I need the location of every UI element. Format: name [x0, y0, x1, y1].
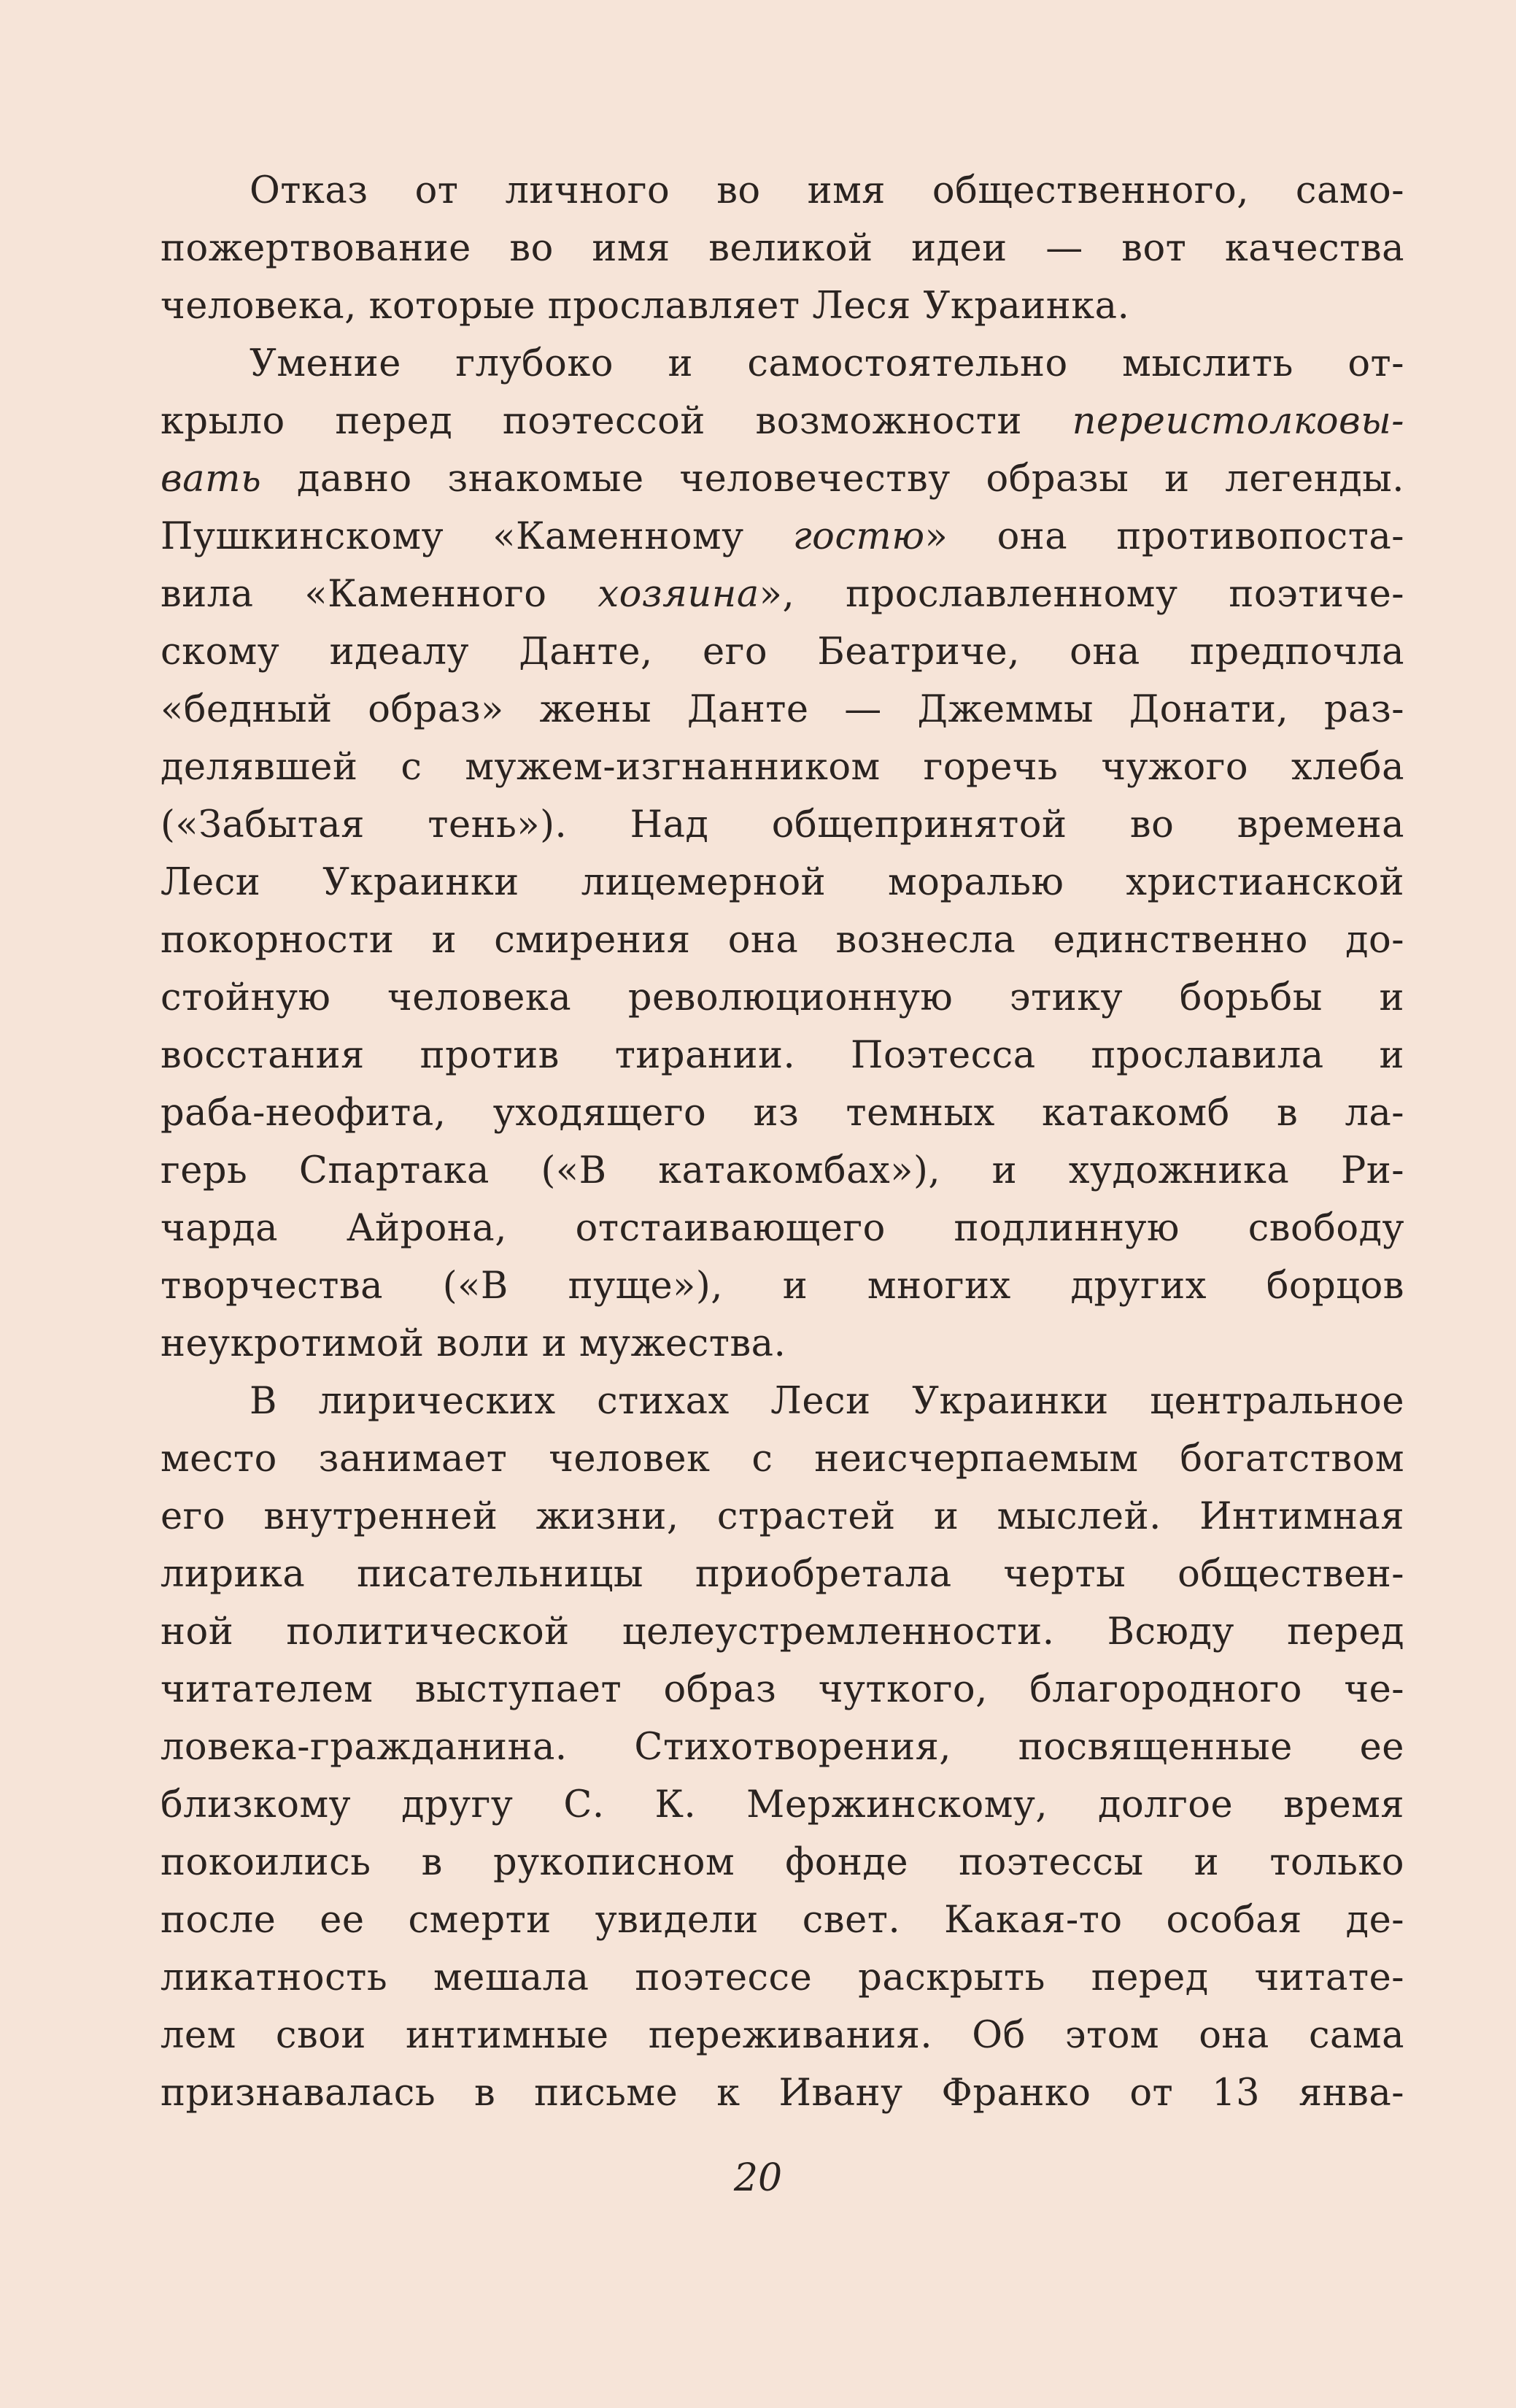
text-line: творчества («В пуще»), и многих других борцов — [161, 1265, 1404, 1308]
text-line: делявшей с мужем-изгнанником горечь чужого хлеба — [161, 746, 1404, 789]
text-line: раба-неофита, уходящего из темных катакомб в ла- — [161, 1092, 1404, 1135]
text-line: неукротимой воли и мужества. — [161, 1322, 786, 1365]
text-line: герь Спартака («В катакомбах»), и художника Ри- — [161, 1149, 1404, 1192]
text-line: «бедный образ» жены Данте — Джеммы Донати, раз- — [161, 688, 1404, 731]
text-line: чарда Айрона, отстаивающего подлинную свободу — [161, 1207, 1404, 1250]
text-line: скому идеалу Данте, его Беатриче, она предпочла — [161, 630, 1404, 674]
text-line: читателем выступает образ чуткого, благородного че- — [161, 1668, 1404, 1711]
text-line: восстания против тирании. Поэтесса прославила и — [161, 1034, 1404, 1077]
text-line: вила «Каменного хозяина», прославленному поэтиче- — [161, 573, 1404, 616]
text-line: ловека-гражданина. Стихотворения, посвященные ее — [161, 1726, 1404, 1769]
text-line: Пушкинскому «Каменному гостю» она противопоста- — [161, 515, 1405, 558]
text-line: его внутренней жизни, страстей и мыслей. Интимная — [161, 1495, 1404, 1538]
text-line: В лирических стихах Леси Украинки центральное — [250, 1380, 1404, 1423]
text-line: ликатность мешала поэтессе раскрыть перед читате- — [161, 1956, 1404, 1999]
text-line: покорности и смирения она вознесла единственно до- — [161, 919, 1404, 962]
text-line: крыло перед поэтессой возможности переистолковы- — [161, 400, 1404, 443]
text-line: Отказ от личного во имя общественного, само- — [250, 169, 1404, 212]
text-line: («Забытая тень»). Над общепринятой во времена — [161, 803, 1404, 846]
page-body — [161, 162, 1404, 2122]
text-line: Леси Украинки лицемерной моралью христианской — [161, 861, 1404, 904]
page-number: 20 — [733, 2156, 783, 2200]
text-line: лирика писательницы приобретала черты обществен- — [161, 1553, 1404, 1596]
text-line: пожертвование во имя великой идеи — вот качества — [161, 227, 1404, 270]
text-line: покоились в рукописном фонде поэтессы и только — [161, 1841, 1404, 1884]
text-line: человека, которые прославляет Леся Украинка. — [161, 285, 1130, 328]
text-line: место занимает человек с неисчерпаемым богатством — [161, 1438, 1404, 1481]
text-line: признавалась в письме к Ивану Франко от 13 янва- — [161, 2072, 1404, 2115]
text-line: лем свои интимные переживания. Об этом она сама — [161, 2014, 1404, 2057]
text-line: вать давно знакомые человечеству образы и легенды. — [161, 458, 1404, 501]
text-line: стойную человека революционную этику борьбы и — [161, 976, 1404, 1019]
text-line: Умение глубоко и самостоятельно мыслить от- — [250, 342, 1404, 385]
text-line: близкому другу С. К. Мержинскому, долгое время — [161, 1783, 1404, 1826]
text-line: после ее смерти увидели свет. Какая-то особая де- — [161, 1899, 1404, 1942]
text-line: ной политической целеустремленности. Всюду перед — [161, 1610, 1404, 1653]
